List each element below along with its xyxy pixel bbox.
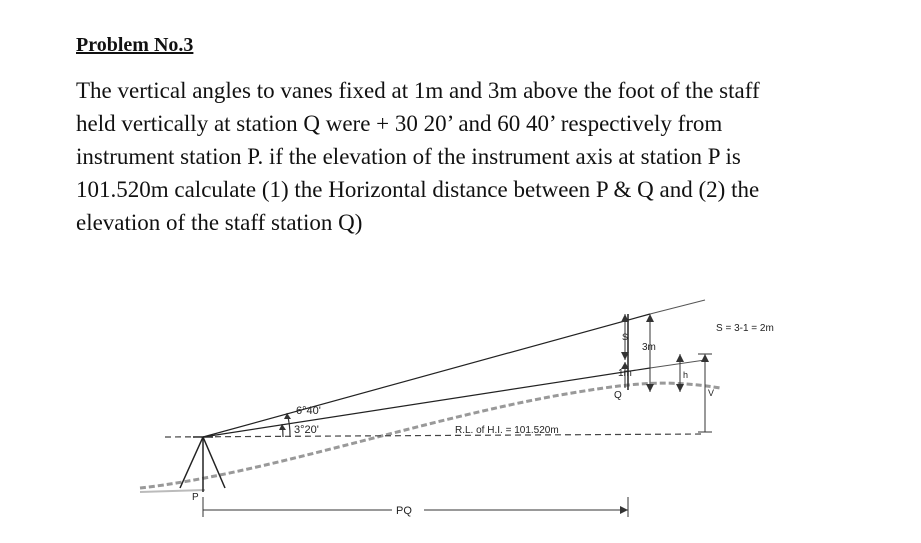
h-label: h xyxy=(683,370,689,380)
problem-line: The vertical angles to vanes fixed at 1m and 3m above the foot of the staff xyxy=(76,78,760,103)
angle-label-lower: 3°20' xyxy=(294,424,319,436)
arrow-up-icon xyxy=(676,354,684,362)
problem-title: Problem No.3 xyxy=(76,34,194,56)
sight-line-extension xyxy=(650,300,705,314)
sight-line-lower xyxy=(203,368,650,437)
v-label: V xyxy=(708,388,715,398)
arrow-down-icon xyxy=(646,384,654,392)
rl-label: R.L. of H.I. = 101.520m xyxy=(455,425,559,436)
arrow-up-icon xyxy=(701,354,709,362)
s-label: S xyxy=(622,332,629,342)
three-m-label: 3m xyxy=(642,342,656,353)
problem-line: 101.520m calculate (1) the Horizontal distance between P & Q and (2) the xyxy=(76,177,760,202)
sight-line-upper xyxy=(203,314,650,437)
arrow-right-icon xyxy=(620,506,628,514)
problem-line: elevation of the staff station Q) xyxy=(76,210,363,235)
angle-label-upper: 6°40' xyxy=(296,405,321,417)
p-label: P xyxy=(192,492,199,503)
instrument-tripod-icon xyxy=(180,437,225,492)
s-formula: S = 3-1 = 2m xyxy=(716,323,774,334)
problem-line: held vertically at station Q were + 30 20’ and 60 40’ respectively from xyxy=(76,111,723,136)
problem-line: instrument station P. if the elevation of the instrument axis at station P is xyxy=(76,144,741,169)
pq-label: PQ xyxy=(396,505,412,517)
arrow-down-icon xyxy=(676,384,684,392)
horizontal-sight-line xyxy=(165,434,705,437)
one-m-label: 1m xyxy=(618,368,632,379)
q-label: Q xyxy=(614,390,622,401)
